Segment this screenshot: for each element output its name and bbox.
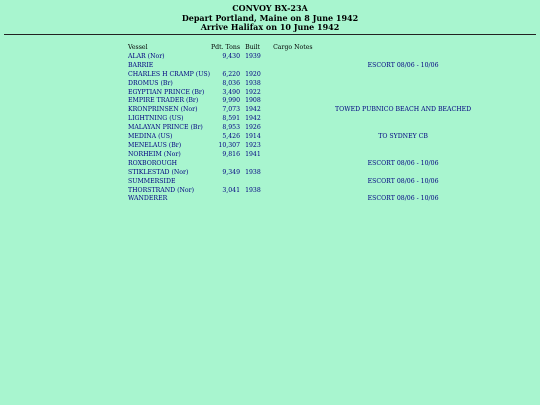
vessel-name: MEDINA (US) [128,133,173,141]
cargo [273,106,333,115]
roster-body [128,53,473,204]
notes [333,169,473,178]
convoy-roster-table [128,44,473,204]
notes [333,97,473,106]
year-built [240,178,273,187]
notes [333,115,473,124]
notes [333,124,473,133]
gross-tons: 8,953 [222,124,241,132]
cargo [273,53,333,62]
notes [333,187,473,196]
gross-tons [210,178,240,187]
table-row [128,142,473,151]
table-row [128,124,473,133]
cargo [273,151,333,160]
year-built: 1908 [245,97,261,105]
table-row [128,133,473,142]
table-row [128,195,473,204]
header-divider [4,34,536,35]
vessel-name: MALAYAN PRINCE (Br) [128,124,203,132]
vessel-name: LIGHTNING (US) [128,115,184,123]
gross-tons: 8,591 [222,115,241,123]
vessel-name: BARRIE [128,61,154,69]
year-built [240,160,273,169]
cargo [273,169,333,178]
cargo-label: Cargo [273,44,293,51]
table-row [128,115,473,124]
notes [333,89,473,98]
cargo [273,89,333,98]
vessel-name: EGYPTIAN PRINCE (Br) [128,88,205,96]
vessel-name: STIKLESTAD (Nor) [128,168,189,176]
cargo [273,178,333,187]
table-row [128,151,473,160]
vessel-name: MENELAUS (Br) [128,141,182,149]
notes: ESCORT 08/06 - 10/06 [367,177,439,185]
cargo [273,160,333,169]
column-header-vessel: Vessel [128,44,148,51]
vessel-name: SUMMERSIDE [128,177,176,185]
vessel-name: DROMUS (Br) [128,79,173,87]
table-row [128,71,473,80]
year-built: 1938 [245,79,261,87]
gross-tons: 3,041 [222,186,241,194]
table-row [128,62,473,71]
cargo [273,115,333,124]
notes [333,151,473,160]
gross-tons: 3,490 [222,88,241,96]
year-built: 1920 [245,70,261,78]
notes [333,80,473,89]
year-built [240,62,273,71]
gross-tons: 9,349 [222,168,241,176]
vessel-name: ALAR (Nor) [128,52,165,60]
cargo [273,62,333,71]
vessel-name: THORSTRAND (Nor) [128,186,195,194]
notes: ESCORT 08/06 - 10/06 [367,195,439,203]
gross-tons: 6,220 [222,70,241,78]
year-built: 1941 [245,150,261,158]
notes [333,71,473,80]
column-header-spacer [333,44,473,53]
table-row [128,80,473,89]
cargo [273,124,333,133]
table-row [128,89,473,98]
gross-tons [210,62,240,71]
table-header-row [128,44,473,53]
table-row [128,53,473,62]
vessel-name: KRONPRINSEN (Nor) [128,106,198,114]
vessel-name: WANDERER [128,195,168,203]
notes [333,53,473,62]
convoy-title: CONVOY BX-23A [232,3,308,13]
year-built: 1938 [245,186,261,194]
table-row [128,97,473,106]
notes-label: Notes [294,44,313,51]
gross-tons: 7,073 [222,106,241,114]
year-built: 1939 [245,52,261,60]
cargo [273,187,333,196]
vessel-name: ROXBOROUGH [128,159,178,167]
notes: TO SYDNEY CB [378,133,428,141]
year-built [240,195,273,204]
gross-tons [210,195,240,204]
table-row [128,178,473,187]
notes [333,142,473,151]
cargo [273,80,333,89]
gross-tons: 10,307 [218,141,241,149]
gross-tons: 9,990 [222,97,241,105]
arrive-line: Arrive Halifax on 10 June 1942 [200,22,340,32]
column-header-cargo [273,44,333,53]
gross-tons [210,160,240,169]
notes: TOWED PUBNICO BEACH AND BEACHED [335,106,472,114]
notes: ESCORT 08/06 - 10/06 [367,61,439,69]
notes: ESCORT 08/06 - 10/06 [367,159,439,167]
vessel-name: NORHEIM (Nor) [128,150,181,158]
page-header [0,4,540,33]
table-row [128,160,473,169]
year-built: 1926 [245,124,261,132]
year-built: 1914 [245,133,261,141]
cargo [273,195,333,204]
gross-tons: 5,426 [222,133,241,141]
year-built: 1942 [245,106,261,114]
cargo [273,142,333,151]
table-row [128,169,473,178]
column-header-built: Built [245,44,261,51]
year-built: 1942 [245,115,261,123]
column-header-tons: Pdt. Tons [210,44,241,51]
vessel-name: EMPIRE TRADER (Br) [128,97,199,105]
cargo [273,71,333,80]
depart-line: Depart Portland, Maine on 8 June 1942 [181,12,359,23]
gross-tons: 9,430 [222,52,241,60]
year-built: 1922 [245,88,261,96]
gross-tons: 9,816 [222,150,241,158]
cargo [273,97,333,106]
table-row [128,187,473,196]
year-built: 1938 [245,168,261,176]
gross-tons: 8,036 [222,79,241,87]
vessel-name: CHARLES H CRAMP (US) [128,70,211,78]
year-built: 1923 [245,141,261,149]
cargo [273,133,333,142]
table-row [128,106,473,115]
